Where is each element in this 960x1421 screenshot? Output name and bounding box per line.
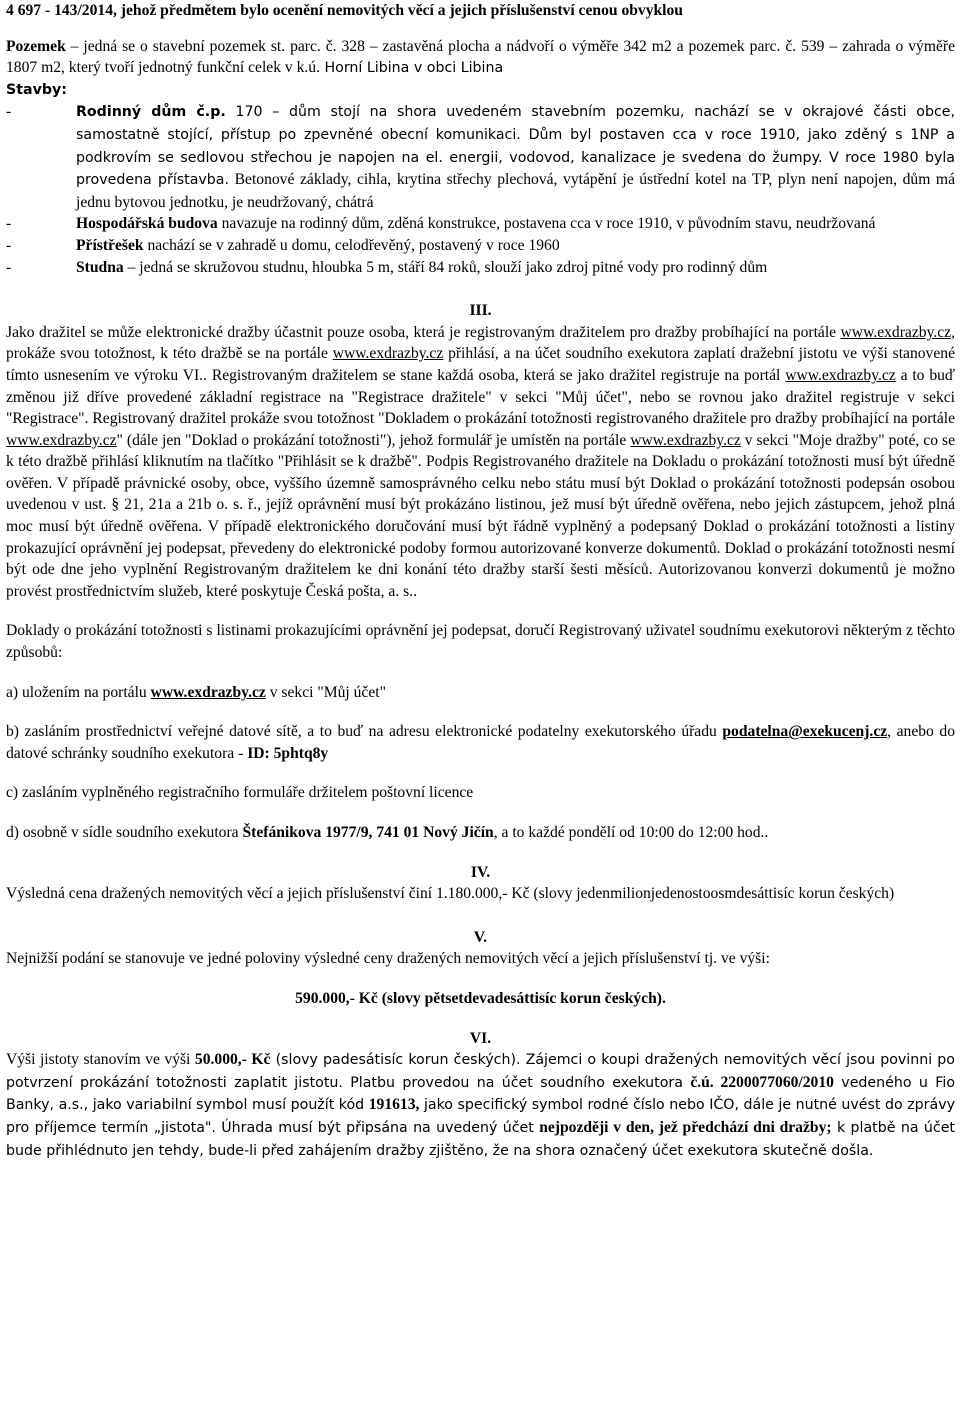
text-run: , a to každé pondělí od 10:00 do 12:00 hod..: [493, 824, 769, 841]
pozemek-label: Pozemek: [6, 37, 66, 55]
building-item-well: [6, 257, 955, 279]
bank-account: č.ú. 2200077060/2010: [690, 1073, 834, 1091]
item-label: Rodinný dům č.p.: [76, 104, 226, 121]
list-dash: -: [6, 215, 12, 233]
variable-symbol: 191613,: [368, 1096, 420, 1114]
text-run: přihlásí, a na účet soudního exekutora zaplatí dražební jistotu ve výši stanovené tímto usnesením ve výroku VI.. Registrovaným dražitelem se stane každá osoba, která se jako dražitel registruje na portál: [6, 345, 955, 384]
text-run: " (dále jen "Doklad o prokázání totožnosti"), jehož formulář je umístěn na portále: [116, 431, 631, 449]
exdrazby-link[interactable]: www.exdrazby.cz: [332, 345, 444, 363]
text-run: v sekci "Moje dražby" poté, co se k této dražbě přihlásí kliknutím na tlačítko "Přihlásit se k dražbě". Podpis Registrovaného dražitele na Dokladu o prokázání totožnosti musí být úředně ověřen. V případě právnické osoby, obce, vyššího územně samosprávného celku nebo státu musí být Doklad o prokázání totožnosti podepsán osobou uvedenou v ust. § 21, 21a a 21b o. s. ř., jejíž oprávnění musí být prokázáno listinou, jež musí být úředně ověřena, nebo jejich zástupcem, jehož plná moc musí být úředně ověřena. V případě elektronického doručování musí být řádně vyplněný a podepsaný Doklad o prokázání totožnosti a listiny prokazující oprávnění jej podepsat, převedeny do elektronické podoby formou autorizované konverze dokumentů. Doklad o prokázání totožnosti nesmí být ode dne jeho vyplnění Registrovaným dražitelem ke dni konání této dražby starší šesti měsíců. Autorizovanou konverzi dokumentů je možno provést prostřednictvím služeb, které poskytuje Česká pošta, a. s..: [6, 431, 955, 600]
text-run: k platbě na účet bude přihlédnuto jen tehdy, bude-li před zahájením dražby zjištěno, že na shora označený účet exekutora skutečně došla.: [6, 1119, 955, 1159]
office-address: Štefánikova 1977/9, 741 01 Nový Jičín: [242, 824, 494, 841]
section5-text: Nejnižší podání se stanovuje ve jedné poloviny výsledné ceny dražených nemovitých věcí a jejich příslušenství tj. ve výši:: [6, 950, 770, 968]
option-d: [6, 822, 955, 844]
text-run: , anebo do datové schránky soudního exekutora -: [6, 723, 955, 762]
item-text: – jedná se skružovou studnu, hloubka 5 m, stáří 84 roků, slouží jako zdroj pitné vody pro rodinný dům: [123, 258, 768, 276]
exdrazby-link[interactable]: www.exdrazby.cz: [630, 431, 741, 449]
text-run: Výši jistoty stanovím ve výši: [6, 1051, 195, 1069]
item-label: Přístřešek: [76, 236, 144, 254]
list-dash: -: [6, 258, 12, 276]
podatelna-email-link[interactable]: podatelna@exekucenj.cz: [722, 723, 888, 741]
text-run: , prokáže svou totožnost, k této dražbě se na portále: [6, 323, 955, 363]
text-run: a) uložením na portálu: [6, 683, 151, 701]
section6-text: [6, 1049, 955, 1162]
minimum-bid-amount: 590.000,- Kč (slovy pětsetdevadesáttisíc korun českých).: [295, 989, 666, 1007]
deposit-amount: 50.000,- Kč: [194, 1051, 271, 1069]
text-run: a to buď změnou již dříve provedené základní registrace na "Registrace dražitele" v sekci "Můj účet", nebo se rovnou jako dražitel registruje v sekci "Registrace". Registrovaný dražitel prokáže svou totožnost "Dokladem o prokázání totožnosti registrovaného dražitele pro dražby probíhající na portále: [6, 366, 955, 428]
building-item-shelter: [6, 235, 955, 257]
item-text: navazuje na rodinný dům, zděná konstrukce, postavena cca v roce 1910, v původním stavu, neudržovaná: [217, 215, 876, 233]
text-run: v sekci "Můj účet": [265, 683, 386, 701]
item-text: 170 – dům stojí na shora uvedeném stavebním pozemku, nachází se v okrajové části obce, samostatně stojící, přístup po zpevněné obecní komunikaci. Dům byl postaven cca v roce 1910, jako zděný s 1NP a podkrovím se sedlovou střechou je napojen na el. energii, vodovod, kanalizace je svedena do žumpy. V roce 1980 byla provedena přístavba.: [76, 104, 955, 189]
text-run: b) zasláním prostřednictví veřejné datové sítě, a to buď na adresu elektronické podatelny exekutorského úřadu: [6, 723, 723, 741]
section3-paragraph: [6, 322, 955, 603]
text-run: jako specifický symbol rodné číslo nebo IČO, dále je nutné uvést do zprávy pro příjemce termín „jistota". Úhrada musí být připsána na uvedený účet: [6, 1097, 956, 1136]
item-label: Hospodářská budova: [76, 215, 218, 233]
item-text-cont: Betonové základy, cihla, krytina střechy plechová, vytápění je ústřední kotel na TP, plyn není napojen, dům má jednu bytovou jednotku, je neudržovaný, chátrá: [76, 171, 955, 211]
section-heading-4: IV.: [470, 863, 491, 881]
option-c: c) zasláním vyplněného registračního formuláře držitelem poštovní licence: [6, 784, 474, 802]
section-heading-3: III.: [469, 302, 492, 320]
text-run: d) osobně v sídle soudního exekutora: [6, 824, 243, 841]
list-dash: -: [6, 103, 12, 121]
stavby-label: Stavby:: [6, 81, 67, 98]
lot-title: 4 697 - 143/2014, jehož předmětem bylo ocenění nemovitých věcí a jejich příslušenství cenou obvyklou: [6, 2, 683, 19]
data-box-id: ID: 5phtq8y: [247, 744, 329, 762]
delivery-intro: Doklady o prokázání totožnosti s listinami prokazujícími oprávnění jej podepsat, doručí Registrovaný uživatel soudnímu exekutorovi některým z těchto způsobů:: [6, 622, 955, 662]
exdrazby-link[interactable]: www.exdrazby.cz: [6, 431, 117, 449]
section-heading-6: VI.: [469, 1029, 492, 1047]
building-item-house: [6, 101, 955, 213]
text-run: (slovy padesátisíc korun českých). Zájemci o koupi dražených nemovitých věcí jsou povinni po potvrzení prokázání totožnosti zaplatit jistotu. Platbu provedou na účet soudního exekutora: [6, 1052, 955, 1091]
item-text: nachází se v zahradě u domu, celodřevěný, postavený v roce 1960: [143, 236, 560, 254]
option-a: [6, 682, 955, 704]
item-label: Studna: [76, 258, 124, 276]
text-run: Jako dražitel se může elektronické dražby účastnit pouze osoba, která je registrovaným dražitelem pro dražby probíhající na portále: [6, 323, 841, 341]
option-b: [6, 721, 955, 764]
section4-text: Výsledná cena dražených nemovitých věcí a jejich příslušenství činí 1.180.000,- Kč (slovy jedenmilionjedenostoosmdesáttisíc korun českých): [6, 885, 895, 903]
text-run: vedeného u Fio Banky, a.s., jako variabilní symbol musí použít kód: [6, 1074, 956, 1114]
exdrazby-link[interactable]: www.exdrazby.cz: [840, 323, 952, 341]
exdrazby-link[interactable]: www.exdrazby.cz: [785, 366, 896, 384]
section-heading-5: V.: [473, 928, 488, 946]
pozemek-location: Horní Libina v obci Libina: [319, 60, 504, 77]
building-item-farm: [6, 213, 955, 235]
pozemek-paragraph: [6, 36, 955, 80]
payment-deadline: nejpozději v den, jež předchází dni dražby;: [539, 1118, 832, 1136]
pozemek-text: – jedná se o stavební pozemek st. parc. č. 328 – zastavěná plocha a nádvoří o výměře 342 m2 a pozemek parc. č. 539 – zahrada o výměře 1807 m2, který tvoří jednotný funkční celek v k.ú.: [6, 37, 955, 77]
list-dash: -: [6, 236, 12, 254]
exdrazby-link[interactable]: www.exdrazby.cz: [150, 683, 266, 701]
